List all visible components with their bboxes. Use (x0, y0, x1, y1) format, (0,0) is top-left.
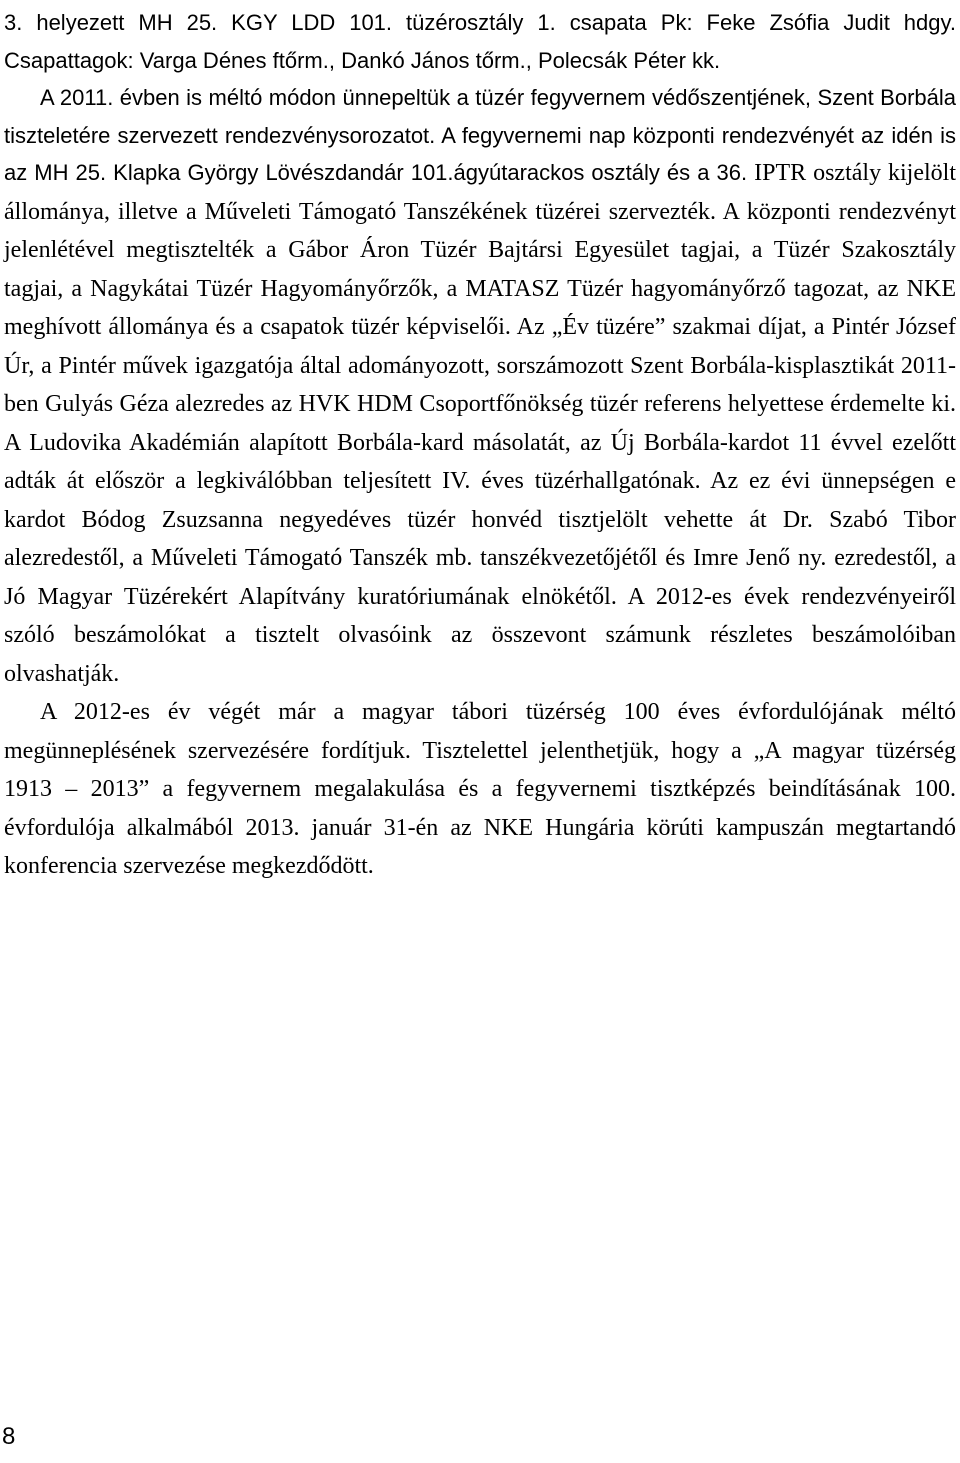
body-text (4, 4, 956, 886)
paragraph-segment: 3. helyezett MH 25. KGY LDD 101. tüzérosztály 1. csapata Pk: Feke Zsófia Judit hdgy. Csapattagok: Varga Dénes ftőrm., Dankó János tőrm., Polecsák Péter kk. (4, 10, 956, 73)
paragraph-result (4, 4, 956, 79)
page-number: 8 (2, 1423, 16, 1450)
paragraph-centenary (4, 693, 956, 886)
paragraph-borbala-celebration (4, 79, 956, 693)
paragraph-segment: A 2012-es év végét már a magyar tábori tüzérség 100 éves évfordulójának méltó megünneplésének szervezésére fordítjuk. Tisztelettel jelenthetjük, hogy a „A magyar tüzérség 1913 – 2013” a fegyvernem megalakulása és a fegyvernemi tisztképzés beindításának 100. évfordulója alkalmából 2013. január 31-én az NKE Hungária körúti kampuszán megtartandó konferencia szervezése megkezdődött. (4, 699, 956, 879)
paragraph-segment: IPTR osztály kijelölt állománya, illetve a Műveleti Támogató Tanszékének tüzérei szervezték. A központi rendezvényt jelenlétével megtisztelték a Gábor Áron Tüzér Bajtársi Egyesület tagjai, a Tüzér Szakosztály tagjai, a Nagykátai Tüzér Hagyományőrzők, a MATASZ Tüzér hagyományőrző tagozat, az NKE meghívott állománya és a csapatok tüzér képviselői. Az „Év tüzére” szakmai díjat, a Pintér József Úr, a Pintér művek igazgatója által adományozott, sorszámozott Szent Borbála-kisplasztikát 2011-ben Gulyás Géza alezredes az HVK HDM Csoportfőnökség tüzér referens helyettese érdemelte ki. A Ludovika Akadémián alapított Borbála-kard másolatát, az Új Borbála-kardot 11 évvel ezelőtt adták át először a legkiválóbban teljesített IV. éves tüzérhallgatónak. Az ez évi ünnepségen e kardot Bódog Zsuzsanna negyedéves tüzér honvéd tisztjelölt vehette át Dr. Szabó Tibor alezredestől, a Műveleti Támogató Tanszék mb. tanszékvezetőjétől és Imre Jenő ny. ezredestől, a Jó Magyar Tüzérekért Alapítvány kuratóriumának elnökétől. A 2012-es évek rendezvényeiről szóló beszámolókat a tisztelt olvasóink az összevont számunk részletes beszámolóiban olvashatják. (4, 160, 956, 687)
paragraph-segment: A 2011. évben is méltó módon ünnepeltük a tüzér fegyvernem védőszentjének, Szent Borbála tiszteletére szervezett rendezvénysorozatot. A fegyvernemi nap központi rendezvényét az idén is az MH 25. Klapka György Lövészdandár 101.ágyútarackos osztály és a 36. (4, 85, 956, 185)
